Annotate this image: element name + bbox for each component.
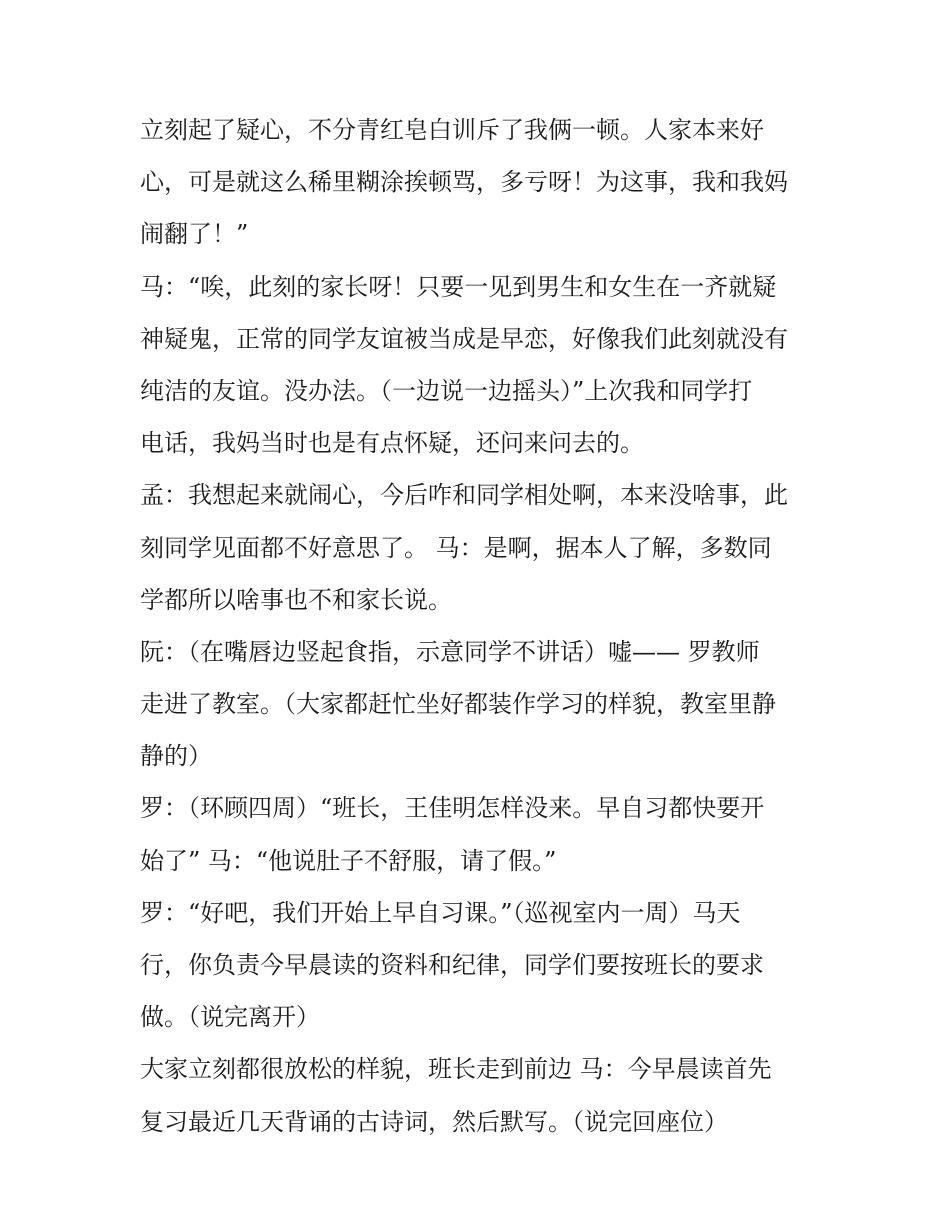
text-line: 复习最近几天背诵的古诗词，然后默写。（说完回座位） — [140, 1107, 728, 1136]
text-line: 行，你负责今早晨读的资料和纪律，同学们要按班长的要求 — [140, 951, 764, 979]
text-line: 始了” 马：“他说肚子不舒服，请了假。” — [140, 846, 557, 875]
text-line: 学都所以啥事也不和家长说。 — [140, 585, 452, 614]
text-line: 神疑鬼，正常的同学友谊被当成是早恋，好像我们此刻就没有 — [140, 324, 788, 353]
text-line: 罗：（环顾四周）“班长，王佳明怎样没来。早自习都快要开 — [140, 794, 765, 823]
text-line: 大家立刻都很放松的样貌，班长走到前边 马：今早晨读首先 — [140, 1055, 772, 1084]
text-line: 马：“唉，此刻的家长呀！只要一见到男生和女生在一齐就疑 — [140, 272, 777, 301]
text-line: 走进了教室。（大家都赶忙坐好都装作学习的样貌，教室里静 — [140, 690, 776, 719]
text-line: 电话，我妈当时也是有点怀疑，还问来问去的。 — [140, 429, 644, 458]
text-line: 立刻起了疑心，不分青红皂白训斥了我俩一顿。人家本来好 — [140, 116, 764, 144]
text-line: 刻同学见面都不好意思了。 马：是啊，据本人了解，多数同 — [140, 533, 772, 562]
text-line: 心，可是就这么稀里糊涂挨顿骂，多亏呀！为这事，我和我妈 — [140, 168, 788, 197]
text-line: 闹翻了！” — [140, 220, 249, 249]
text-line: 做。（说完离开） — [140, 1003, 320, 1032]
body-text — [140, 104, 820, 1148]
text-line: 阮：（在嘴唇边竖起食指，示意同学不讲话）嘘—— 罗教师 — [140, 637, 760, 666]
text-line: 罗：“好吧，我们开始上早自习课。”（巡视室内一周）马天 — [140, 898, 741, 927]
text-line: 静的） — [140, 742, 212, 771]
text-line: 纯洁的友谊。没办法。（一边说一边摇头）”上次我和同学打 — [140, 376, 753, 405]
text-line: 孟：我想起来就闹心，今后咋和同学相处啊，本来没啥事，此 — [140, 481, 788, 510]
